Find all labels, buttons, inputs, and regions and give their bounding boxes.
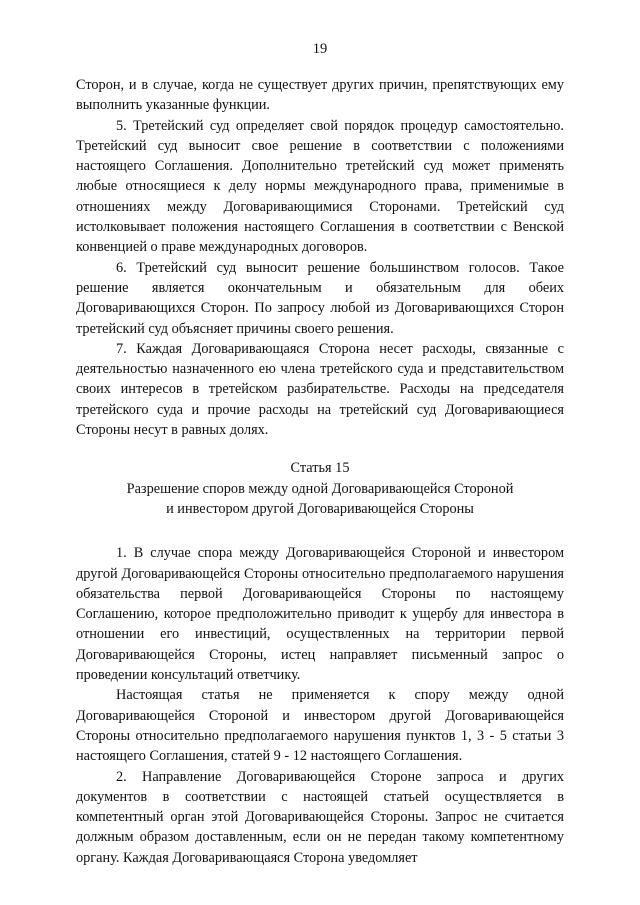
paragraph-item-1: 1. В случае спора между Договаривающейся Стороной и инвестором другой Договаривающейся Стороны относительно предполагаемого нарушения обязательства первой Договаривающейся Стороны по настоящему Соглашению, которое предположительно приводит к ущербу для инвестора в отношении его инвестиций, осуществленных на территории первой Договаривающейся Стороны, истец направляет письменный запрос о проведении консультаций ответчику. bbox=[76, 545, 564, 684]
page-content bbox=[76, 75, 564, 868]
paragraph-item-5: 5. Третейский суд определяет свой порядок процедур самостоятельно. Третейский суд выносит свое решение в соответствии с положениями настоящего Соглашения. Дополнительно третейский суд может применять любые относящиеся к делу нормы международного права, применимые в отношениях между Договаривающимися Сторонами. Третейский суд истолковывает положения настоящего Соглашения в соответствии с Венской конвенцией о праве международных договоров. bbox=[76, 117, 564, 256]
paragraph-continuation: Сторон, и в случае, когда не существует других причин, препятствующих ему выполнить указанные функции. bbox=[76, 77, 564, 114]
page-number: 19 bbox=[312, 41, 328, 57]
article-title-line-2: и инвестором другой Договаривающейся Стороны bbox=[166, 500, 474, 517]
paragraph-item-2: 2. Направление Договаривающейся Стороне запроса и других документов в соответствии с настоящей статьей осуществляется в компетентный орган этой Договаривающейся Стороны. Запрос не считается должным образом доставленным, если он не передан такому компетентному органу. Каждая Договаривающаяся Сторона уведомляет bbox=[76, 768, 564, 866]
paragraph-exclusion: Настоящая статья не применяется к спору между одной Договаривающейся Стороной и инвестором другой Договаривающейся Стороны относительно предполагаемого нарушения пунктов 1, 3 - 5 статьи 3 настоящего Соглашения, статей 9 - 12 настоящего Соглашения. bbox=[76, 687, 564, 765]
paragraph-item-6: 6. Третейский суд выносит решение большинством голосов. Такое решение является окончательным и обязательным для обеих Договаривающихся Сторон. По запросу любой из Договаривающихся Сторон третейский суд объясняет причины своего решения. bbox=[76, 259, 564, 337]
article-title-line-1: Разрешение споров между одной Договаривающейся Стороной bbox=[126, 480, 514, 497]
paragraph-item-7: 7. Каждая Договаривающаяся Сторона несет расходы, связанные с деятельностью назначенного ею члена третейского суда и представительством своих интересов в третейском разбирательстве. Расходы на председателя третейского суда и прочие расходы на третейский суд Договаривающиеся Стороны несут в равных долях. bbox=[76, 340, 564, 439]
article-number: Статья 15 bbox=[290, 460, 350, 477]
